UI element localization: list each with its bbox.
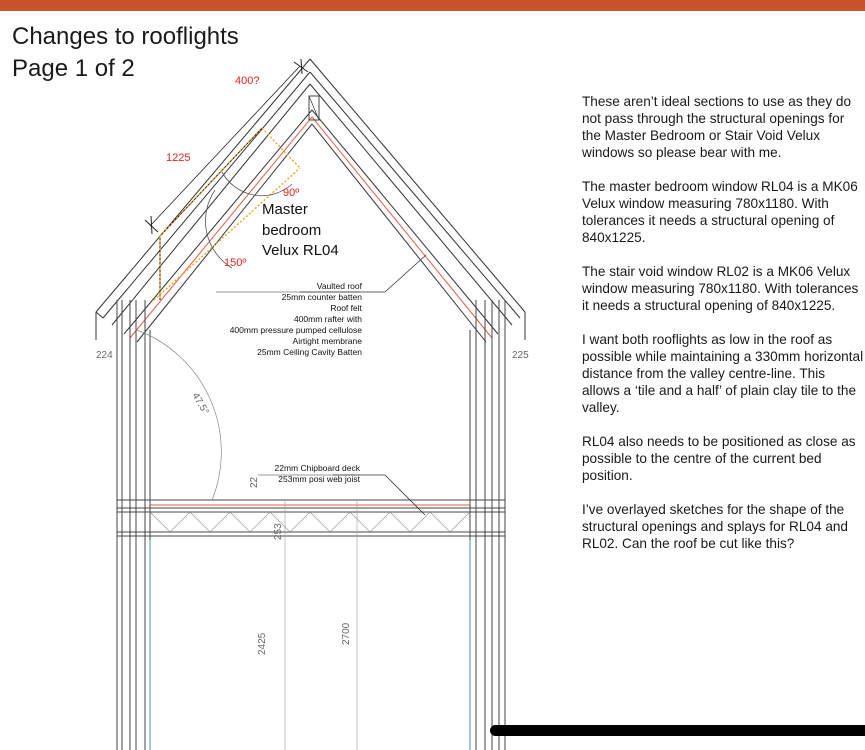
room-label-1: Master xyxy=(262,201,308,218)
dim-47-5: 47.5° xyxy=(189,391,211,417)
note-paragraph-6: I’ve overlayed sketches for the shape of the structural openings and splays for RL04 and RL02. Can the roof be cut like this? xyxy=(582,502,848,551)
floor-note-2: 253mm posi web joist xyxy=(278,474,360,484)
notes-panel xyxy=(582,93,864,569)
roof-note-1: Vaulted roof xyxy=(316,281,362,291)
floor-note-1: 22mm Chipboard deck xyxy=(274,463,360,473)
title-line-1: Changes to rooflights xyxy=(12,23,239,50)
roof-note-7: 25mm Ceiling Cavity Batten xyxy=(257,347,362,357)
room-label-2: bedroom xyxy=(262,222,322,239)
roof-note-6: Airtight membrane xyxy=(292,336,362,346)
note-paragraph-3: The stair void window RL02 is a MK06 Velux window measuring 780x1180. With tolerances it needs a structural opening of 840x1225. xyxy=(582,264,859,313)
note-paragraph-1: These aren’t ideal sections to use as they do not pass through the structural openings for the Master Bedroom or Stair Void Velux windows so please bear with me. xyxy=(582,94,852,160)
note-paragraph-5: RL04 also needs to be positioned as close as possible to the centre of the current bed position. xyxy=(582,434,856,483)
scrollbar[interactable] xyxy=(490,725,865,736)
angle-90: 90º xyxy=(283,187,300,199)
dim-225: 225 xyxy=(512,350,529,361)
roof-note-5: 400mm pressure pumped cellulose xyxy=(229,325,362,335)
roof-note-4: 400mm rafter with xyxy=(293,314,362,324)
dim-224: 224 xyxy=(96,350,113,361)
dim-1225: 1225 xyxy=(166,152,191,164)
dim-2425: 2425 xyxy=(257,632,268,655)
dim-253: 253 xyxy=(273,523,284,540)
room-label-3: Velux RL04 xyxy=(262,242,339,259)
title-line-2: Page 1 of 2 xyxy=(12,55,135,82)
dim-400: 400? xyxy=(235,75,260,87)
roof-note-2: 25mm counter batten xyxy=(281,292,362,302)
angle-150: 150º xyxy=(224,257,247,269)
dim-2700: 2700 xyxy=(341,622,352,645)
dim-22: 22 xyxy=(249,476,260,488)
note-paragraph-2: The master bedroom window RL04 is a MK06 Velux window measuring 780x1180. With tolerances it needs a structural opening of 840x1225. xyxy=(582,179,858,245)
note-paragraph-4: I want both rooflights as low in the roof as possible while maintaining a 330mm horizontal distance from the valley centre-line. This allows a ‘tile and a half’ of plain clay tile to the valley. xyxy=(582,332,864,415)
roof-note-3: Roof felt xyxy=(330,303,362,313)
